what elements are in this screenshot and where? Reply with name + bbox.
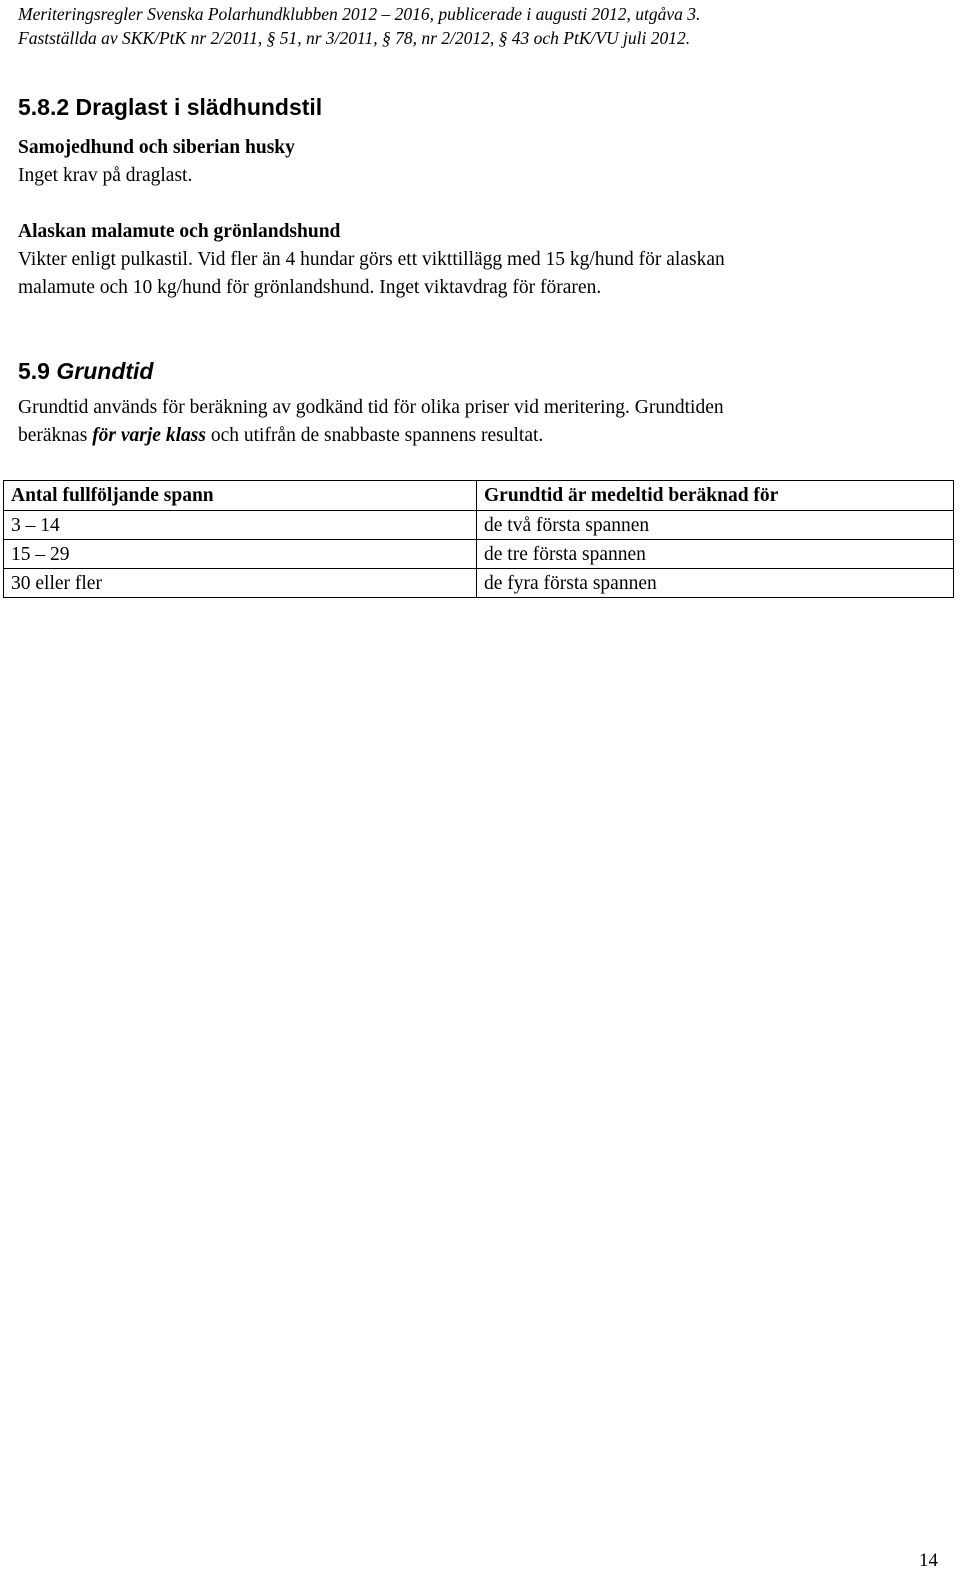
para-text-pre: beräknas [18, 425, 93, 446]
subsection-text-malamute-line-1: Vikter enligt pulkastil. Vid fler än 4 hundar görs ett vikttillägg med 15 kg/hund för alaskan [18, 249, 725, 270]
subsection-malamute-gronland [18, 218, 725, 302]
grundtid-paragraph [18, 394, 724, 450]
page-number: 14 [919, 1550, 938, 1571]
header-line-2: Fastställda av SKK/PtK nr 2/2011, § 51, nr 3/2011, § 78, nr 2/2012, § 43 och PtK/VU juli 2012. [18, 28, 691, 48]
table-cell: de fyra första spannen [477, 569, 954, 598]
subsection-text-samojed: Inget krav på draglast. [18, 165, 193, 186]
table-header-cell: Antal fullföljande spann [4, 481, 477, 511]
table-cell: 30 eller fler [4, 569, 477, 598]
table-header-cell: Grundtid är medeltid beräknad för [477, 481, 954, 511]
section-heading-5-8-2: 5.8.2 Draglast i slädhundstil [18, 94, 323, 120]
subsection-title-samojed: Samojedhund och siberian husky [18, 137, 295, 158]
subsection-text-malamute-line-2: malamute och 10 kg/hund för grönlandshund. Inget viktavdrag för föraren. [18, 277, 602, 298]
section-heading-5-9 [18, 358, 153, 385]
table-cell: 15 – 29 [4, 540, 477, 569]
grundtid-paragraph-line-1: Grundtid används för beräkning av godkänd tid för olika priser vid meritering. Grundtiden [18, 397, 724, 418]
table-cell: de tre första spannen [477, 540, 954, 569]
table-row [4, 511, 954, 540]
table-cell: 3 – 14 [4, 511, 477, 540]
table-cell: de två första spannen [477, 511, 954, 540]
para-text-emphasis: för varje klass [92, 425, 206, 446]
subsection-samojed-siberian [18, 134, 295, 190]
para-text-post: och utifrån de snabbaste spannens resultat. [205, 425, 544, 446]
section-number: 5.9 [18, 358, 50, 384]
table-row [4, 540, 954, 569]
table-header-row [4, 481, 954, 511]
grundtid-paragraph-line-2 [18, 422, 724, 450]
header-line-1: Meriteringsregler Svenska Polarhundklubben 2012 – 2016, publicerade i augusti 2012, utgåva 3. [18, 4, 701, 24]
running-header [18, 2, 700, 50]
subsection-title-malamute: Alaskan malamute och grönlandshund [18, 221, 341, 242]
grundtid-table [3, 480, 954, 598]
section-title: Grundtid [56, 358, 154, 384]
table-row [4, 569, 954, 598]
